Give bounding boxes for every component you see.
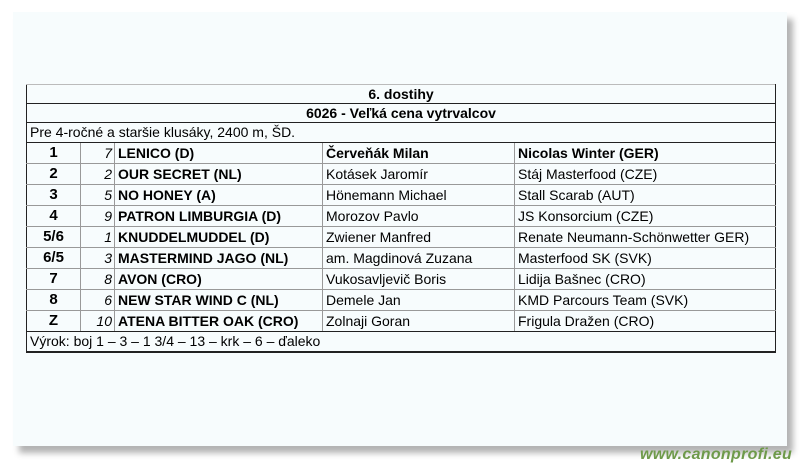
owner-cell: Frigula Dražen (CRO) <box>515 311 776 332</box>
start-number-cell: 7 <box>81 143 115 164</box>
driver-cell: Zolnaji Goran <box>323 311 515 332</box>
start-number-cell: 8 <box>81 269 115 290</box>
race-conditions-row <box>27 123 776 143</box>
place-cell: 4 <box>27 206 81 227</box>
race-results-table <box>26 84 776 353</box>
owner-cell: Stall Scarab (AUT) <box>515 185 776 206</box>
race-name: 6026 - Veľká cena vytrvalcov <box>27 104 776 123</box>
table-row <box>27 227 776 248</box>
place-cell: 1 <box>27 143 81 164</box>
owner-cell: JS Konsorcium (CZE) <box>515 206 776 227</box>
start-number-cell: 10 <box>81 311 115 332</box>
start-number-cell: 3 <box>81 248 115 269</box>
owner-cell: Lidija Bašnec (CRO) <box>515 269 776 290</box>
place-cell: 5/6 <box>27 227 81 248</box>
table-row <box>27 185 776 206</box>
driver-cell: Vukosavljevič Boris <box>323 269 515 290</box>
table-row <box>27 290 776 311</box>
owner-cell: Nicolas Winter (GER) <box>515 143 776 164</box>
race-conditions: Pre 4-ročné a staršie klusáky, 2400 m, ŠD. <box>27 123 776 143</box>
start-number-cell: 6 <box>81 290 115 311</box>
table-row <box>27 164 776 185</box>
driver-cell: Zwiener Manfred <box>323 227 515 248</box>
start-number-cell: 2 <box>81 164 115 185</box>
owner-cell: KMD Parcours Team (SVK) <box>515 290 776 311</box>
driver-cell: Demele Jan <box>323 290 515 311</box>
horse-cell: NEW STAR WIND C (NL) <box>115 290 323 311</box>
race-name-row <box>27 104 776 123</box>
start-number-cell: 5 <box>81 185 115 206</box>
horse-cell: NO HONEY (A) <box>115 185 323 206</box>
table-row <box>27 206 776 227</box>
driver-cell: Červeňák Milan <box>323 143 515 164</box>
place-cell: 7 <box>27 269 81 290</box>
table-row <box>27 311 776 332</box>
horse-cell: KNUDDELMUDDEL (D) <box>115 227 323 248</box>
owner-cell: Renate Neumann-Schönwetter GER) <box>515 227 776 248</box>
horse-cell: AVON (CRO) <box>115 269 323 290</box>
place-cell: 3 <box>27 185 81 206</box>
table-row <box>27 269 776 290</box>
start-number-cell: 9 <box>81 206 115 227</box>
driver-cell: Kotásek Jaromír <box>323 164 515 185</box>
race-verdict: Výrok: boj 1 – 3 – 1 3/4 – 13 – krk – 6 – ďaleko <box>27 332 776 353</box>
horse-cell: OUR SECRET (NL) <box>115 164 323 185</box>
start-number-cell: 1 <box>81 227 115 248</box>
horse-cell: LENICO (D) <box>115 143 323 164</box>
watermark: www.canonprofi.eu <box>640 446 793 463</box>
horse-cell: PATRON LIMBURGIA (D) <box>115 206 323 227</box>
place-cell: 2 <box>27 164 81 185</box>
driver-cell: am. Magdinová Zuzana <box>323 248 515 269</box>
table-row <box>27 143 776 164</box>
owner-cell: Stáj Masterfood (CZE) <box>515 164 776 185</box>
horse-cell: MASTERMIND JAGO (NL) <box>115 248 323 269</box>
place-cell: 8 <box>27 290 81 311</box>
owner-cell: Masterfood SK (SVK) <box>515 248 776 269</box>
table-row <box>27 248 776 269</box>
place-cell: 6/5 <box>27 248 81 269</box>
place-cell: Z <box>27 311 81 332</box>
race-number-row <box>27 85 776 104</box>
driver-cell: Hönemann Michael <box>323 185 515 206</box>
driver-cell: Morozov Pavlo <box>323 206 515 227</box>
horse-cell: ATENA BITTER OAK (CRO) <box>115 311 323 332</box>
race-number-title: 6. dostihy <box>27 85 776 104</box>
verdict-row <box>27 332 776 353</box>
